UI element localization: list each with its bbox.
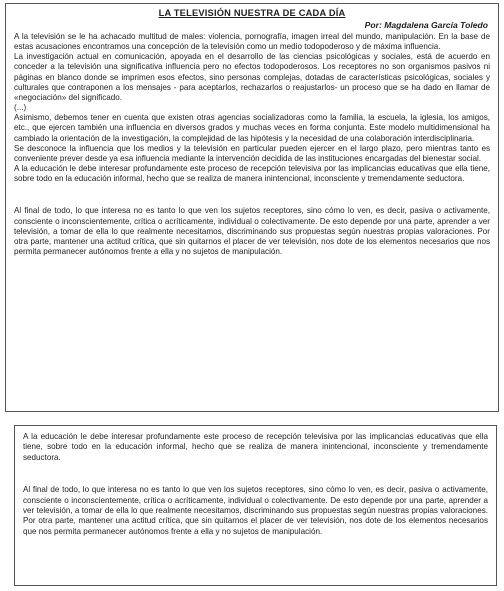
paragraph-intro: A la televisión se le ha achacado multitud de males: violencia, pornografía, imagen irreal del mundo, manipulación. En la base de estas acusaciones encontramos una concepción de la televisión como un medio todopoderoso y de máxima influencia.	[14, 32, 490, 52]
excerpt-paragraph-conclusion: Al final de todo, lo que interesa no es tanto lo que ven los sujetos receptores, sino cómo lo ven, es decir, pasiva o activamente, consciente o inconscientemente, crítica o acríticamente, individual o colectivamente. De esto depende por una parte, aprender a ver televisión, a tomar de ella lo que realmente necesitamos, discriminando sus propuestas según nuestras propias valoraciones. Por otra parte, mantener una actitud crítica, que sin quitarnos el placer de ver televisión, nos dote de los elementos necesarios que nos permita permanecer autónomos frente a ella y no sujetos de manipulación.	[23, 485, 488, 536]
paragraph-ellipsis: (...)	[14, 103, 27, 113]
excerpt-panel	[14, 425, 497, 586]
paragraph-research: La investigación actual en comunicación, apoyada en el desarrollo de las ciencias psicológicas y sociales, está de acuerdo en conceder a la televisión una significativa influencia pero no efectos todopoderosos. Los receptores no son organismos pasivos ni páginas en blanco donde se imprimen esos efectos, sino personas complejas, dotadas de características psicológicas, sociales y culturales que contraponen a los mensajes - para aceptarlos, rechazarlos o reajustarlos- un proceso que se ha dado en llamar de «negociación» del significado.	[14, 52, 490, 102]
spacer	[23, 463, 488, 485]
paragraph-socializing-agencies: Asimismo, debemos tener en cuenta que existen otras agencias socializadoras como la familia, la escuela, la iglesia, los amigos, etc., que ejercen también una influencia en diversos grados y muchas veces en forma conjunta. Este modelo multidimensional ha cambiado la orientación de la investigación, la complejidad de las hipótesis y la necesidad de una colaboración interdisciplinaria.	[14, 113, 490, 143]
article-panel	[5, 3, 499, 412]
article-author: Por: Magdalena García Toledo	[364, 20, 488, 30]
paragraph-conclusion: Al final de todo, lo que interesa no es tanto lo que ven los sujetos receptores, sino cómo lo ven, es decir, pasiva o activamente, consciente o inconscientemente, crítica o acríticamente, individual o colectivamente. De esto depende por una parte, aprender a ver televisión, a tomar de ella lo que realmente necesitamos, discriminando sus propuestas según nuestras propias valoraciones. Por otra parte, mantener una actitud crítica, que sin quitarnos el placer de ver televisión, nos dote de los elementos necesarios que nos permita permanecer autónomos frente a ella y no sujetos de manipulación.	[14, 206, 490, 256]
excerpt-paragraph-education: A la educación le debe interesar profundamente este proceso de recepción televisiva por las implicancias educativas que ella tiene, sobre todo en la educación informal, hecho que se realiza de manera inintencional, inconsciente y tremendamente seductora.	[23, 432, 488, 462]
article-title: LA TELEVISIÓN NUESTRA DE CADA DÍA	[158, 8, 346, 18]
paragraph-long-term: Se desconoce la influencia que los medios y la televisión en particular pueden ejercer en el largo plazo, pero mientras tanto es conveniente prever desde ya esa influencia mediante la intervención decidida de las instituciones encargadas del bienestar social.	[14, 143, 490, 163]
paragraph-education: A la educación le debe interesar profundamente este proceso de recepción televisiva por las implicancias educativas que ella tiene, sobre todo en la educación informal, hecho que se realiza de manera inintencional, inconsciente y tremendamente seductora.	[14, 164, 490, 184]
spacer	[14, 184, 490, 206]
